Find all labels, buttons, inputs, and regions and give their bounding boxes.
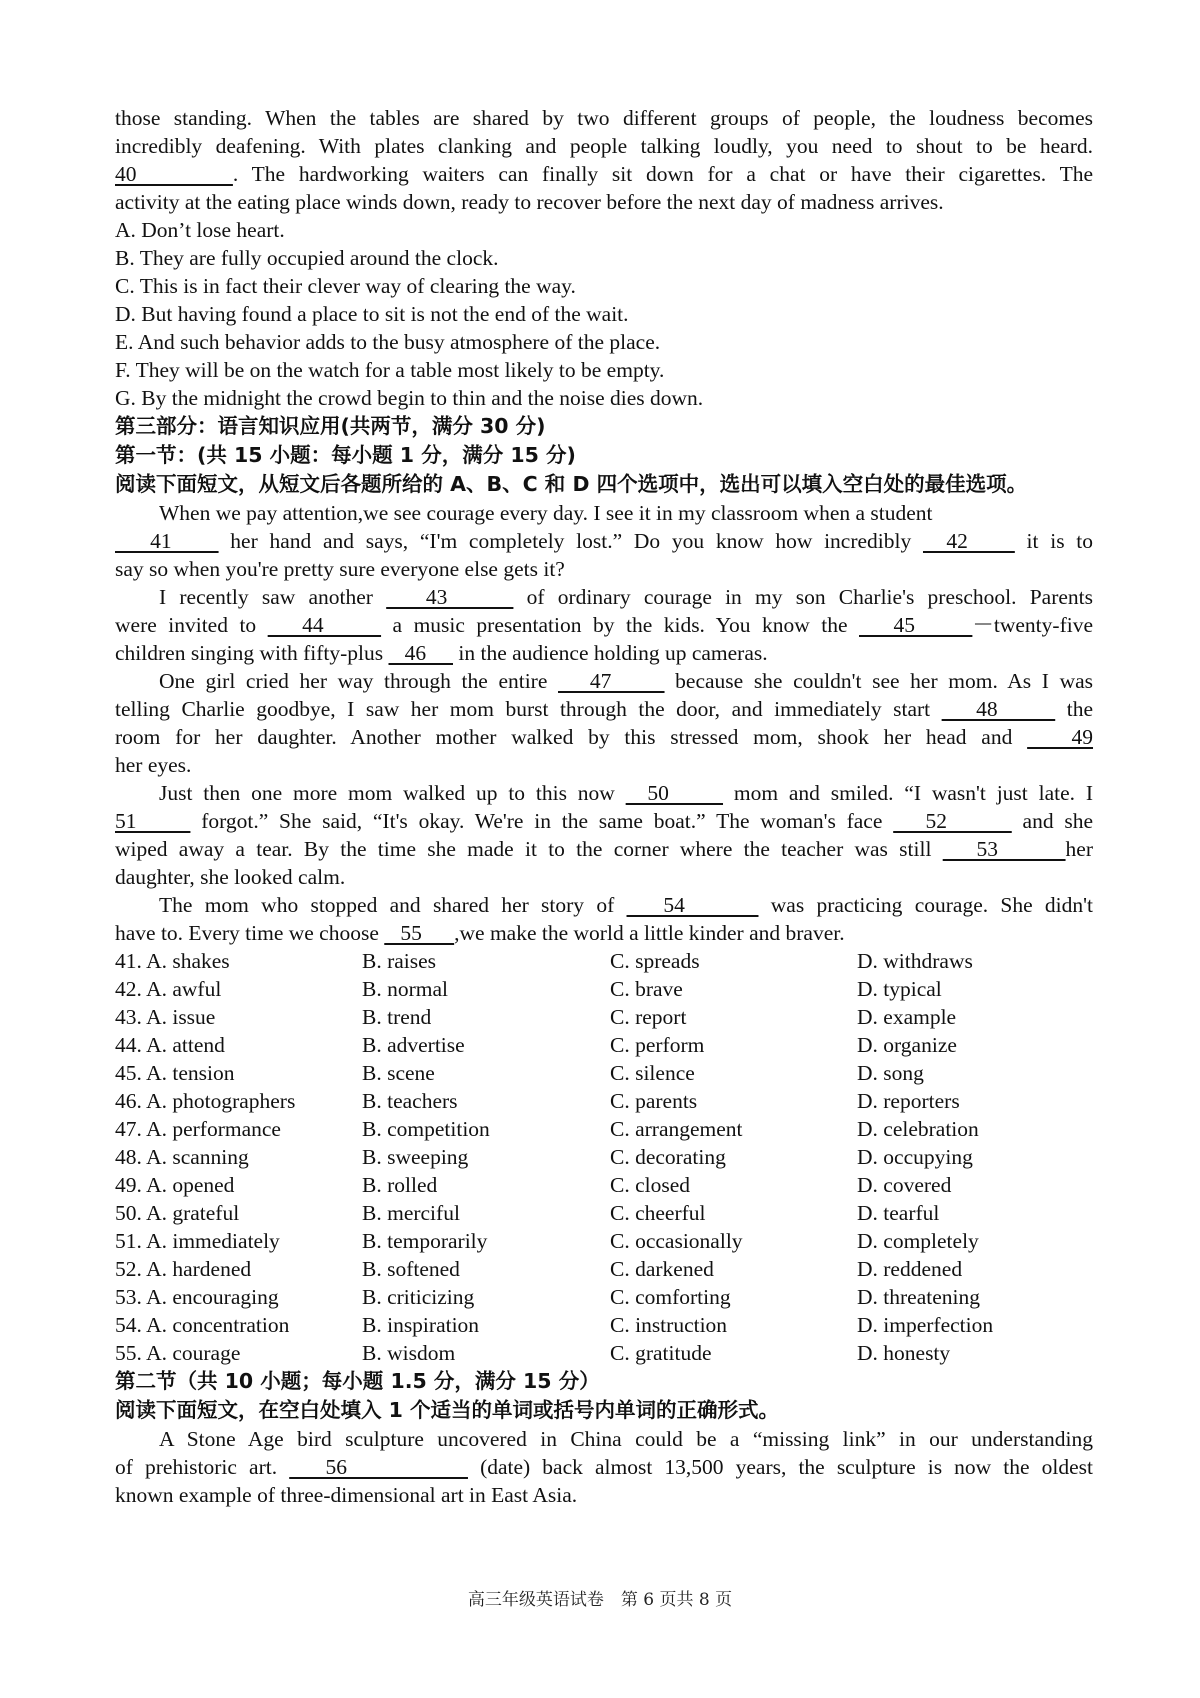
cloze-line: children singing with fifty-plus 46 in the audience holding up cameras. bbox=[115, 641, 768, 665]
cloze-line: were invited to 44 a music presentation by the kids. You know the 45 －twenty-five bbox=[115, 613, 1093, 637]
part3-heading: 第三部分：语言知识应用(共两节，满分 30 分) bbox=[115, 414, 546, 438]
question-row: 44. A. attend B. advertise C. perform D. organize bbox=[115, 1033, 957, 1057]
blank-42: 42 bbox=[922, 529, 1015, 553]
para-line: activity at the eating place winds down, ready to recover before the next day of madness arrives. bbox=[115, 190, 944, 214]
question-row: 47. A. performance B. competition C. arrangement D. celebration bbox=[115, 1117, 979, 1141]
option-c: C. This is in fact their clever way of clearing the way. bbox=[115, 274, 576, 298]
reading-passage-d bbox=[115, 104, 1093, 216]
question-row: 52. A. hardened B. softened C. darkened D. reddened bbox=[115, 1257, 963, 1281]
option-g: G. By the midnight the crowd begin to thin and the noise dies down. bbox=[115, 386, 704, 410]
section1-instruction: 阅读下面短文，从短文后各题所给的 A、B、C 和 D 四个选项中，选出可以填入空白处的最佳选项。 bbox=[115, 472, 1028, 496]
blank-56: 56 bbox=[289, 1455, 468, 1479]
question-row: 51. A. immediately B. temporarily C. occasionally D. completely bbox=[115, 1229, 979, 1253]
section2-heading: 第二节（共 10 小题；每小题 1.5 分，满分 15 分） bbox=[115, 1369, 600, 1393]
cloze-line: 51 forgot.” She said, “It's okay. We're in the same boat.” The woman's face 52 and she bbox=[115, 809, 1094, 833]
blank-52: 52 bbox=[893, 809, 1012, 833]
seven-options-list bbox=[115, 216, 1093, 412]
para-line: incredibly deafening. With plates clanking and people talking loudly, you need to shout to be heard. bbox=[115, 134, 1093, 158]
option-d: D. But having found a place to sit is not the end of the wait. bbox=[115, 302, 629, 326]
cloze-line: have to. Every time we choose 55 ,we make the world a little kinder and braver. bbox=[115, 921, 845, 945]
question-row: 45. A. tension B. scene C. silence D. song bbox=[115, 1061, 924, 1085]
section1-heading: 第一节：(共 15 小题：每小题 1 分，满分 15 分) bbox=[115, 443, 576, 467]
blank-51: 51 bbox=[115, 809, 191, 833]
question-row: 48. A. scanning B. sweeping C. decorating D. occupying bbox=[115, 1145, 973, 1169]
blank-55: 55 bbox=[384, 921, 455, 945]
grammar-line: A Stone Age bird sculpture uncovered in China could be a “missing link” in our understanding bbox=[159, 1427, 1093, 1451]
blank-46: 46 bbox=[388, 641, 453, 665]
blank-54: 54 bbox=[626, 893, 759, 917]
option-b: B. They are fully occupied around the clock. bbox=[115, 246, 499, 270]
question-row: 49. A. opened B. rolled C. closed D. covered bbox=[115, 1173, 952, 1197]
option-f: F. They will be on the watch for a table most likely to be empty. bbox=[115, 358, 665, 382]
cloze-line: 41 her hand and says, “I'm completely lost.” Do you know how incredibly 42 it is to bbox=[115, 529, 1094, 553]
para-line: those standing. When the tables are shared by two different groups of people, the loudness becomes bbox=[115, 106, 1093, 130]
blank-50: 50 bbox=[625, 781, 724, 805]
blank-48: 48 bbox=[941, 697, 1056, 721]
blank-53: 53 bbox=[942, 837, 1066, 861]
question-row: 43. A. issue B. trend C. report D. example bbox=[115, 1005, 957, 1029]
cloze-line: I recently saw another 43 of ordinary courage in my son Charlie's preschool. Parents bbox=[159, 585, 1094, 609]
question-row: 53. A. encouraging B. criticizing C. comforting D. threatening bbox=[115, 1285, 980, 1309]
section2-instruction: 阅读下面短文，在空白处填入 1 个适当的单词或括号内单词的正确形式。 bbox=[115, 1398, 780, 1422]
question-row: 46. A. photographers B. teachers C. parents D. reporters bbox=[115, 1089, 960, 1113]
cloze-line: One girl cried her way through the entire 47 because she couldn't see her mom. As I was bbox=[159, 669, 1094, 693]
blank-40: 40 bbox=[115, 162, 233, 186]
cloze-options bbox=[115, 947, 1093, 1367]
cloze-line: her eyes. bbox=[115, 753, 192, 777]
grammar-passage bbox=[115, 1425, 1093, 1509]
cloze-line: say so when you're pretty sure everyone else gets it? bbox=[115, 557, 565, 581]
cloze-line: telling Charlie goodbye, I saw her mom burst through the door, and immediately start 48 the bbox=[115, 697, 1093, 721]
cloze-line: wiped away a tear. By the time she made it to the corner where the teacher was still 53 her bbox=[115, 837, 1093, 861]
blank-41: 41 bbox=[115, 529, 219, 553]
exam-page bbox=[115, 104, 1093, 1509]
cloze-passage bbox=[115, 499, 1093, 947]
cloze-line: The mom who stopped and shared her story of 54 was practicing courage. She didn't bbox=[159, 893, 1093, 917]
cloze-line: Just then one more mom walked up to this now 50 mom and smiled. “I wasn't just late. I bbox=[159, 781, 1094, 805]
blank-47: 47 bbox=[558, 669, 665, 693]
blank-49: 49 bbox=[1027, 725, 1094, 749]
question-row: 41. A. shakes B. raises C. spreads D. withdraws bbox=[115, 949, 973, 973]
question-row: 54. A. concentration B. inspiration C. instruction D. imperfection bbox=[115, 1313, 994, 1337]
para-line-q40: 40 . The hardworking waiters can finally sit down for a chat or have their cigarettes. The bbox=[115, 162, 1093, 186]
cloze-line: When we pay attention,we see courage every day. I see it in my classroom when a student bbox=[159, 501, 933, 525]
grammar-line: of prehistoric art. 56 (date) back almost 13,500 years, the sculpture is now the oldest bbox=[115, 1455, 1094, 1479]
page-footer: 高三年级英语试卷 第 6 页共 8 页 bbox=[467, 1590, 733, 1610]
cloze-line: daughter, she looked calm. bbox=[115, 865, 346, 889]
blank-44: 44 bbox=[267, 613, 382, 637]
option-e: E. And such behavior adds to the busy atmosphere of the place. bbox=[115, 330, 661, 354]
question-row: 55. A. courage B. wisdom C. gratitude D. honesty bbox=[115, 1341, 951, 1365]
blank-43: 43 bbox=[386, 585, 514, 609]
option-a: A. Don’t lose heart. bbox=[115, 218, 285, 242]
cloze-line: room for her daughter. Another mother walked by this stressed mom, shook her head and 49 bbox=[115, 725, 1094, 749]
question-row: 50. A. grateful B. merciful C. cheerful D. tearful bbox=[115, 1201, 940, 1225]
grammar-line: known example of three-dimensional art in East Asia. bbox=[115, 1483, 578, 1507]
blank-45: 45 bbox=[859, 613, 973, 637]
question-row: 42. A. awful B. normal C. brave D. typical bbox=[115, 977, 942, 1001]
